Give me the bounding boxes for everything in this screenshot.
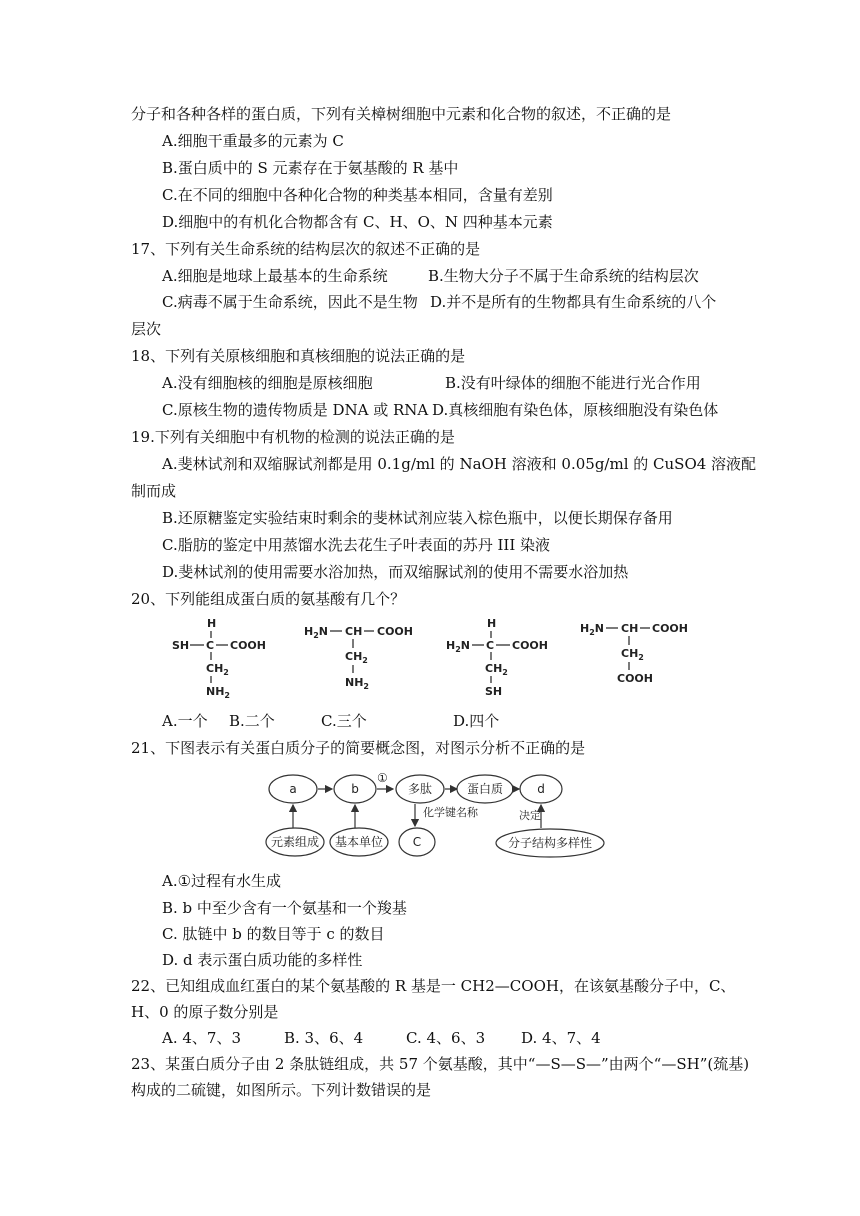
svg-text:b: b (351, 782, 359, 796)
q17-option-d-wrap: 层次 (131, 320, 162, 338)
q16-option-a: A.细胞干重最多的元素为 C (162, 132, 344, 150)
q16-option-c: C.在不同的细胞中各种化合物的种类基本相同，含量有差别 (162, 186, 553, 204)
svg-text:多肽: 多肽 (407, 782, 433, 796)
q16-option-b: B.蛋白质中的 S 元素存在于氨基酸的 R 基中 (162, 159, 459, 177)
svg-text:C: C (412, 835, 422, 849)
svg-text:a: a (289, 782, 297, 796)
svg-text:COOH: COOH (230, 639, 266, 652)
q18-option-d: D.真核细胞有染色体，原核细胞没有染色体 (432, 401, 719, 419)
svg-text:SH: SH (485, 685, 503, 698)
svg-text:蛋白质: 蛋白质 (466, 782, 504, 796)
q20-option-c: C.三个 (321, 712, 367, 730)
q22-option-c: C. 4、6、3 (406, 1029, 486, 1047)
q17-option-b: B.生物大分子不属于生命系统的结构层次 (428, 267, 699, 285)
svg-text:基本单位: 基本单位 (334, 835, 384, 849)
node-peptide (396, 775, 444, 803)
q22-stem-wrap: H、0 的原子数分别是 (131, 1003, 279, 1021)
q22-option-a: A. 4、7、3 (162, 1029, 241, 1047)
q20-option-d: D.四个 (453, 712, 500, 730)
q19-option-a-wrap: 制而成 (131, 482, 177, 500)
q19-option-c: C.脂肪的鉴定中用蒸馏水洗去花生子叶表面的苏丹 III 染液 (162, 536, 551, 554)
svg-text:CH2: $CH_2$ (485, 662, 508, 677)
svg-text:NH2: $NH_2$ (206, 685, 230, 700)
amino-acid-structures (160, 612, 700, 702)
q17-option-a: A.细胞是地球上最基本的生命系统 (162, 267, 388, 285)
q20-option-b: B.二个 (229, 712, 275, 730)
svg-text:H2N: $H_2N$ (304, 625, 329, 640)
q17-option-d: D.并不是所有的生物都具有生命系统的八个 (430, 293, 717, 311)
q22-option-b: B. 3、6、4 (284, 1029, 364, 1047)
q23-stem: 23、某蛋白质分子由 2 条肽链组成，共 57 个氨基酸，其中“—S—S—”由两个“—SH”(巯基) (131, 1055, 750, 1073)
q18-option-a: A.没有细胞核的细胞是原核细胞 (162, 374, 373, 392)
q18-option-b: B.没有叶绿体的细胞不能进行光合作用 (445, 374, 701, 392)
svg-text:CH: CH (621, 622, 639, 635)
q19-stem: 19.下列有关细胞中有机物的检测的说法正确的是 (131, 428, 455, 446)
svg-text:NH2: $NH_2$ (345, 676, 369, 691)
q21-option-a: A.①过程有水生成 (162, 872, 282, 890)
node-c (399, 828, 435, 856)
svg-text:COOH: COOH (377, 625, 413, 638)
svg-text:H2N: $H_2N$ (580, 622, 605, 637)
q21-option-c: C. 肽链中 b 的数目等于 c 的数目 (162, 925, 385, 943)
q21-option-d: D. d 表示蛋白质功能的多样性 (162, 951, 363, 969)
molecule-1 (172, 617, 266, 700)
svg-text:H: H (207, 617, 217, 630)
svg-text:COOH: COOH (652, 622, 688, 635)
molecule-2 (304, 625, 413, 691)
q22-option-d: D. 4、7、4 (521, 1029, 601, 1047)
svg-text:C: C (486, 639, 495, 652)
svg-text:COOH: COOH (617, 672, 653, 685)
q23-stem-wrap: 构成的二硫键，如图所示。下列计数错误的是 (131, 1081, 432, 1099)
svg-text:CH2: $CH_2$ (345, 650, 368, 665)
node-a (269, 775, 317, 803)
svg-text:CH: CH (345, 625, 363, 638)
q19-option-b: B.还原糖鉴定实验结束时剩余的斐林试剂应装入棕色瓶中，以便长期保存备用 (162, 509, 673, 527)
molecule-3 (446, 617, 548, 698)
svg-text:元素组成: 元素组成 (270, 835, 320, 849)
q20-stem: 20、下列能组成蛋白质的氨基酸有几个？ (131, 590, 406, 608)
node-protein (457, 775, 513, 803)
q18-stem: 18、下列有关原核细胞和真核细胞的说法正确的是 (131, 347, 466, 365)
svg-text:CH2: $CH_2$ (206, 662, 229, 677)
svg-text:d: d (537, 782, 545, 796)
q22-stem: 22、已知组成血红蛋白的某个氨基酸的 R 基是一 CH2—COOH，在该氨基酸分子中，C、 (131, 977, 736, 995)
svg-text:COOH: COOH (512, 639, 548, 652)
q21-option-b: B. b 中至少含有一个氨基和一个羧基 (162, 899, 407, 917)
q21-stem: 21、下图表示有关蛋白质分子的简要概念图，对图示分析不正确的是 (131, 739, 586, 757)
svg-text:C: C (206, 639, 215, 652)
node-b (334, 775, 376, 803)
bond-name-label: 化学键名称 (423, 806, 478, 819)
node-elements (266, 828, 324, 856)
q20-option-a: A.一个 (162, 712, 208, 730)
q19-option-d: D.斐林试剂的使用需要水浴加热，而双缩脲试剂的使用不需要水浴加热 (162, 563, 629, 581)
node-diversity (496, 829, 604, 857)
q17-option-c: C.病毒不属于生命系统，因此不是生物 (162, 293, 418, 311)
q17-stem: 17、下列有关生命系统的结构层次的叙述不正确的是 (131, 240, 481, 258)
q19-option-a: A.斐林试剂和双缩脲试剂都是用 0.1g/ml 的 NaOH 溶液和 0.05g/ml 的 CuSO4 溶液配 (162, 455, 757, 473)
decides-label: 决定 (519, 809, 541, 822)
molecule-4 (580, 622, 688, 685)
svg-text:H: H (487, 617, 497, 630)
svg-text:CH2: $CH_2$ (621, 647, 644, 662)
node-d (520, 775, 562, 803)
q18-option-c: C.原核生物的遗传物质是 DNA 或 RNA (162, 401, 429, 419)
step-1-label: ① (377, 771, 388, 785)
svg-text:H2N: $H_2N$ (446, 639, 471, 654)
q16-option-d: D.细胞中的有机化合物都含有 C、H、O、N 四种基本元素 (162, 213, 553, 231)
node-unit (330, 828, 388, 856)
svg-text:分子结构多样性: 分子结构多样性 (507, 836, 593, 850)
svg-text:SH: SH (172, 639, 190, 652)
q16-stem-tail: 分子和各种各样的蛋白质，下列有关樟树细胞中元素和化合物的叙述，不正确的是 (131, 105, 672, 123)
protein-concept-diagram (265, 770, 610, 862)
